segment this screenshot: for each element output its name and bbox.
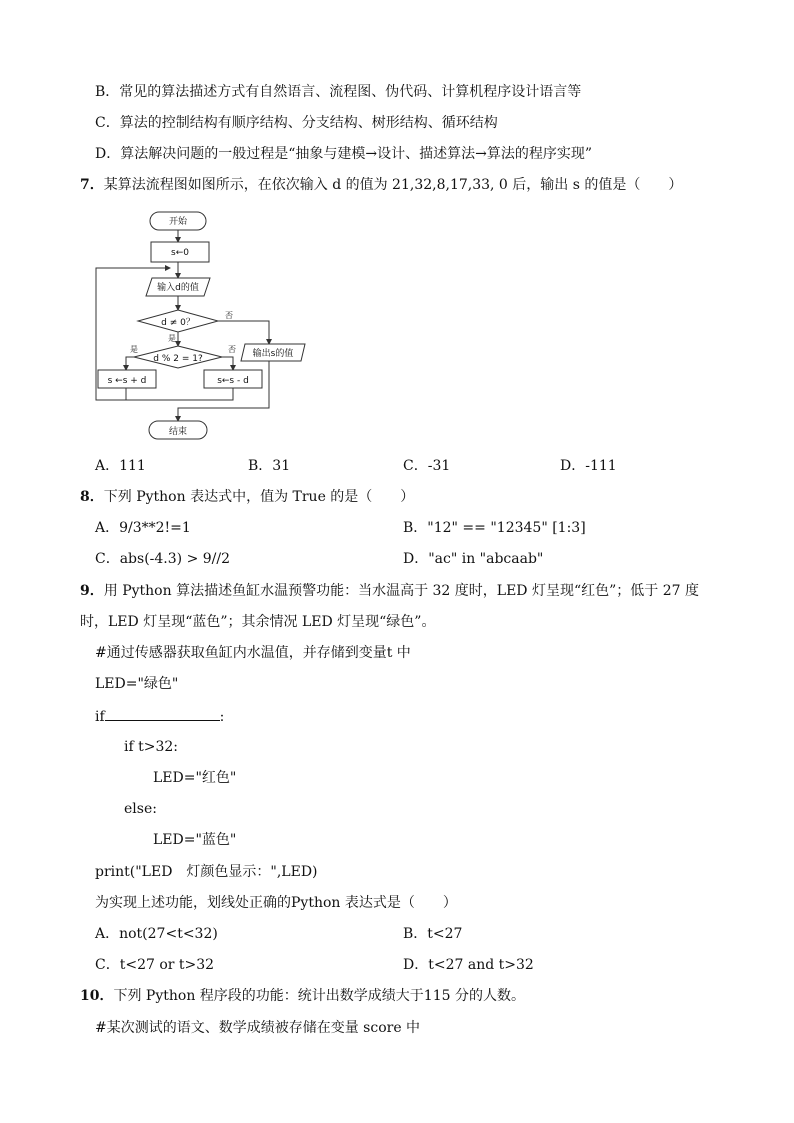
q8-number: 8． xyxy=(80,489,104,505)
q8-option-d[interactable]: D．"ac" in "abcaab" xyxy=(403,551,544,567)
q9-code-led-blue: LED="蓝色" xyxy=(153,832,237,848)
q7-flowchart xyxy=(88,208,313,444)
flow-cond2-label: d % 2 = 1? xyxy=(153,354,203,364)
q9-option-b[interactable]: B．t<27 xyxy=(403,926,463,942)
q10-number: 10． xyxy=(80,988,114,1004)
q8-option-b[interactable]: B．"12" == "12345" [1:3] xyxy=(403,520,586,536)
q10-code-comment: #某次测试的语文、数学成绩被存储在变量 score 中 xyxy=(95,1020,421,1036)
q9-code-comment: #通过传感器获取鱼缸内水温值，并存储到变量t 中 xyxy=(95,645,411,661)
q7-option-d[interactable]: D．-111 xyxy=(560,458,617,474)
flow-no1-label: 否 xyxy=(225,311,233,320)
q9-option-d[interactable]: D．t<27 and t>32 xyxy=(403,957,534,973)
q7-stem-text: 某算法流程图如图所示，在依次输入 d 的值为 21,32,8,17,33, 0 后，输出 s 的值是（ ） xyxy=(103,177,683,193)
flow-minus-label: s←s - d xyxy=(217,376,249,386)
flow-input-label: 输入d的值 xyxy=(157,283,199,293)
q9-code-colon: : xyxy=(219,709,225,725)
q7-option-a[interactable]: A．111 xyxy=(95,458,146,474)
q7-number: 7． xyxy=(80,177,104,193)
q6-option-c: C．算法的控制结构有顺序结构、分支结构、树形结构、循环结构 xyxy=(95,115,498,131)
q8-option-a[interactable]: A．9/3**2!=1 xyxy=(95,520,191,536)
q9-stem-line1 xyxy=(80,581,699,601)
q8-option-c[interactable]: C．abs(-4.3) > 9//2 xyxy=(95,551,231,567)
q9-answer-blank[interactable] xyxy=(105,706,220,721)
q9-code-if-t32: if t>32: xyxy=(124,739,178,755)
q7-option-c[interactable]: C．-31 xyxy=(403,458,451,474)
q9-option-c[interactable]: C．t<27 or t>32 xyxy=(95,957,215,973)
flow-cond1-label: d ≠ 0？ xyxy=(161,318,195,328)
q6-option-b: B．常见的算法描述方式有自然语言、流程图、伪代码、计算机程序设计语言等 xyxy=(95,84,582,100)
flow-end-label: 结束 xyxy=(168,427,188,437)
flow-yes2-label: 是 xyxy=(130,345,138,354)
flow-output-label: 输出s的值 xyxy=(252,349,294,359)
flow-yes1-label: 是 xyxy=(168,334,176,343)
q7-stem xyxy=(80,175,682,195)
q9-code-else: else: xyxy=(124,801,157,817)
q10-stem xyxy=(80,986,525,1006)
q9-option-a[interactable]: A．not(27<t<32) xyxy=(95,926,218,942)
q8-stem xyxy=(80,487,414,507)
flow-plus-label: s ←s + d xyxy=(107,376,147,386)
flow-start-label: 开始 xyxy=(168,217,188,227)
q9-code-led-red: LED="红色" xyxy=(153,770,237,786)
q9-stem-text1: 用 Python 算法描述鱼缸水温预警功能：当水温高于 32 度时，LED 灯呈现“红色”；低于 27 度 xyxy=(103,583,700,599)
q9-ask: 为实现上述功能，划线处正确的Python 表达式是（ ） xyxy=(95,895,457,911)
q9-stem-line2: 时，LED 灯呈现“蓝色”；其余情况 LED 灯呈现“绿色”。 xyxy=(80,614,436,630)
q8-stem-text: 下列 Python 表达式中，值为 True 的是（ ） xyxy=(103,489,415,505)
q9-number: 9． xyxy=(80,583,104,599)
flow-no2-label: 否 xyxy=(228,345,236,354)
flow-init-label: s←0 xyxy=(171,248,189,258)
q10-stem-text: 下列 Python 程序段的功能：统计出数学成绩大于115 分的人数。 xyxy=(113,988,525,1004)
q6-option-d: D．算法解决问题的一般过程是“抽象与建模→设计、描述算法→算法的程序实现” xyxy=(95,146,592,162)
q9-code-led-init: LED="绿色" xyxy=(95,676,179,692)
q9-code-if-line xyxy=(95,706,224,727)
q9-code-if: if xyxy=(95,709,105,725)
q9-code-print: print("LED 灯颜色显示：",LED) xyxy=(95,864,318,880)
q7-option-b[interactable]: B．31 xyxy=(248,458,291,474)
